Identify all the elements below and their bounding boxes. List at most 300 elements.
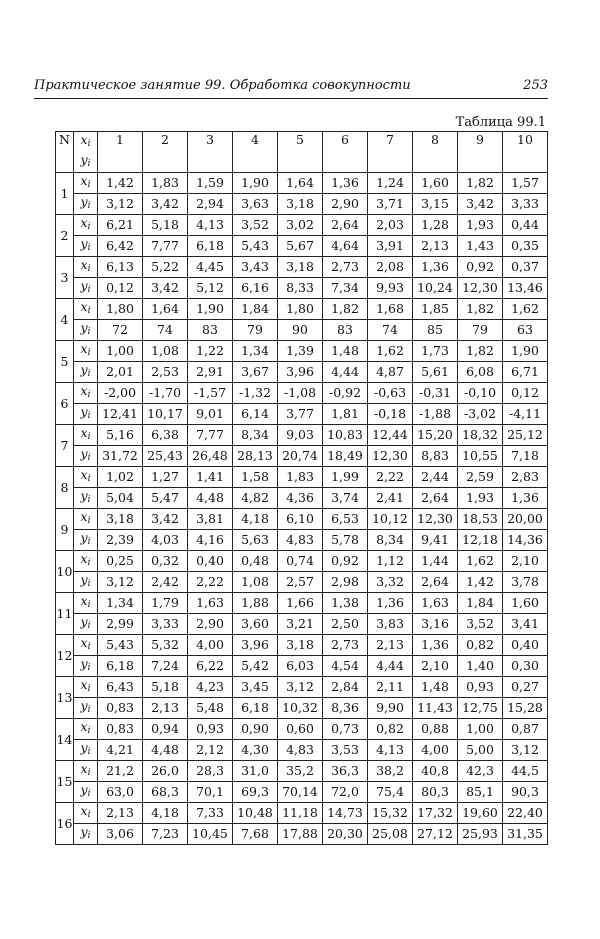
column-header: 3 <box>188 132 233 173</box>
x-value-cell: 17,32 <box>413 803 458 824</box>
y-value-cell: 25,08 <box>368 824 413 845</box>
table-row <box>56 299 548 320</box>
y-value-cell: 6,22 <box>188 656 233 677</box>
table-row <box>56 593 548 614</box>
row-number: 1 <box>56 173 74 215</box>
column-header: 9 <box>458 132 503 173</box>
x-value-cell: 0,87 <box>503 719 548 740</box>
x-value-cell: 10,12 <box>368 509 413 530</box>
y-value-cell: 4,36 <box>278 488 323 509</box>
y-value-cell: 70,1 <box>188 782 233 803</box>
table-row <box>56 194 548 215</box>
x-value-cell: 6,13 <box>98 257 143 278</box>
y-value-cell: 5,48 <box>188 698 233 719</box>
x-value-cell: 0,92 <box>458 257 503 278</box>
x-value-cell: 1,34 <box>98 593 143 614</box>
x-value-cell: 3,43 <box>233 257 278 278</box>
table-row <box>56 698 548 719</box>
row-number: 2 <box>56 215 74 257</box>
column-header: 4 <box>233 132 278 173</box>
x-value-cell: 1,62 <box>458 551 503 572</box>
y-value-cell: 12,41 <box>98 404 143 425</box>
y-value-cell: -0,18 <box>368 404 413 425</box>
x-value-cell: 3,12 <box>278 677 323 698</box>
table-row <box>56 719 548 740</box>
x-label: $x_i$ <box>74 509 98 530</box>
y-value-cell: 3,41 <box>503 614 548 635</box>
y-value-cell: 2,91 <box>188 362 233 383</box>
x-value-cell: 0,90 <box>233 719 278 740</box>
y-value-cell: 1,43 <box>458 236 503 257</box>
y-value-cell: 5,43 <box>233 236 278 257</box>
y-value-cell: 10,55 <box>458 446 503 467</box>
x-value-cell: 1,60 <box>503 593 548 614</box>
x-value-cell: 31,0 <box>233 761 278 782</box>
row-number: 7 <box>56 425 74 467</box>
row-number: 8 <box>56 467 74 509</box>
row-number: 13 <box>56 677 74 719</box>
y-value-cell: 8,33 <box>278 278 323 299</box>
x-value-cell: 2,73 <box>323 635 368 656</box>
table-row <box>56 362 548 383</box>
y-value-cell: 7,24 <box>143 656 188 677</box>
x-value-cell: 0,83 <box>98 719 143 740</box>
x-value-cell: 1,82 <box>458 341 503 362</box>
y-value-cell: 4,44 <box>368 656 413 677</box>
x-value-cell: 3,96 <box>233 635 278 656</box>
x-value-cell: 3,18 <box>278 635 323 656</box>
y-value-cell: 12,30 <box>368 446 413 467</box>
y-value-cell: 5,04 <box>98 488 143 509</box>
x-value-cell: 1,27 <box>143 467 188 488</box>
x-value-cell: 11,18 <box>278 803 323 824</box>
y-value-cell: 1,42 <box>458 572 503 593</box>
table-row <box>56 551 548 572</box>
y-value-cell: 72 <box>98 320 143 341</box>
x-value-cell: 4,23 <box>188 677 233 698</box>
table-row <box>56 488 548 509</box>
column-header: 5 <box>278 132 323 173</box>
y-value-cell: 3,33 <box>503 194 548 215</box>
y-value-cell: 2,94 <box>188 194 233 215</box>
x-value-cell: 3,18 <box>278 257 323 278</box>
x-label: $x_i$ <box>74 341 98 362</box>
y-value-cell: 4,13 <box>368 740 413 761</box>
y-value-cell: 1,08 <box>233 572 278 593</box>
row-number: 15 <box>56 761 74 803</box>
y-value-cell: 4,44 <box>323 362 368 383</box>
table-row <box>56 803 548 824</box>
y-value-cell: 2,13 <box>413 236 458 257</box>
x-value-cell: 3,45 <box>233 677 278 698</box>
y-value-cell: 2,41 <box>368 488 413 509</box>
table-row <box>56 320 548 341</box>
x-value-cell: 3,18 <box>98 509 143 530</box>
x-value-cell: 1,22 <box>188 341 233 362</box>
x-value-cell: 3,42 <box>143 509 188 530</box>
y-value-cell: 0,30 <box>503 656 548 677</box>
x-value-cell: 1,36 <box>413 257 458 278</box>
y-value-cell: 3,63 <box>233 194 278 215</box>
row-number: 11 <box>56 593 74 635</box>
y-value-cell: 25,93 <box>458 824 503 845</box>
y-label: $y_i$ <box>74 698 98 719</box>
y-value-cell: 1,40 <box>458 656 503 677</box>
x-value-cell: 1,88 <box>233 593 278 614</box>
x-value-cell: 6,10 <box>278 509 323 530</box>
table-row <box>56 425 548 446</box>
table-row <box>56 509 548 530</box>
x-value-cell: 8,34 <box>233 425 278 446</box>
y-value-cell: 4,16 <box>188 530 233 551</box>
x-value-cell: 1,84 <box>233 299 278 320</box>
y-value-cell: 70,14 <box>278 782 323 803</box>
y-value-cell: 9,90 <box>368 698 413 719</box>
y-value-cell: 12,75 <box>458 698 503 719</box>
x-value-cell: 2,13 <box>98 803 143 824</box>
y-value-cell: 10,24 <box>413 278 458 299</box>
x-value-cell: 1,83 <box>278 467 323 488</box>
y-value-cell: 7,34 <box>323 278 368 299</box>
data-table <box>55 131 548 845</box>
table-row <box>56 467 548 488</box>
x-value-cell: 0,82 <box>368 719 413 740</box>
y-value-cell: 8,34 <box>368 530 413 551</box>
x-value-cell: 1,99 <box>323 467 368 488</box>
x-value-cell: 0,93 <box>188 719 233 740</box>
y-value-cell: 2,90 <box>188 614 233 635</box>
x-value-cell: 1,44 <box>413 551 458 572</box>
x-value-cell: 10,83 <box>323 425 368 446</box>
table-row <box>56 614 548 635</box>
x-value-cell: 1,02 <box>98 467 143 488</box>
page-number: 253 <box>523 78 548 93</box>
x-value-cell: 1,64 <box>278 173 323 194</box>
x-label: $x_i$ <box>74 677 98 698</box>
y-value-cell: 5,61 <box>413 362 458 383</box>
table-row <box>56 446 548 467</box>
y-value-cell: 1,36 <box>503 488 548 509</box>
x-value-cell: 1,28 <box>413 215 458 236</box>
x-value-cell: 1,66 <box>278 593 323 614</box>
y-value-cell: 2,22 <box>188 572 233 593</box>
x-value-cell: 5,18 <box>143 677 188 698</box>
y-value-cell: 3,42 <box>458 194 503 215</box>
y-value-cell: 63,0 <box>98 782 143 803</box>
row-number: 5 <box>56 341 74 383</box>
y-value-cell: 63 <box>503 320 548 341</box>
y-value-cell: 9,41 <box>413 530 458 551</box>
y-value-cell: 4,00 <box>413 740 458 761</box>
x-value-cell: 5,18 <box>143 215 188 236</box>
x-value-cell: 0,94 <box>143 719 188 740</box>
x-value-cell: 5,32 <box>143 635 188 656</box>
x-value-cell: -1,08 <box>278 383 323 404</box>
x-label: $x_i$ <box>74 551 98 572</box>
y-value-cell: 80,3 <box>413 782 458 803</box>
x-value-cell: 1,42 <box>98 173 143 194</box>
table-body <box>56 132 548 845</box>
table-row <box>56 404 548 425</box>
x-value-cell: 42,3 <box>458 761 503 782</box>
y-label: $y_i$ <box>74 656 98 677</box>
x-value-cell: 1,34 <box>233 341 278 362</box>
x-value-cell: 4,18 <box>143 803 188 824</box>
y-value-cell: 0,35 <box>503 236 548 257</box>
x-value-cell: 15,32 <box>368 803 413 824</box>
x-value-cell: 0,25 <box>98 551 143 572</box>
row-number: 9 <box>56 509 74 551</box>
y-value-cell: -1,88 <box>413 404 458 425</box>
y-value-cell: 4,03 <box>143 530 188 551</box>
x-value-cell: 1,90 <box>188 299 233 320</box>
x-value-cell: 0,12 <box>503 383 548 404</box>
x-value-cell: 26,0 <box>143 761 188 782</box>
y-value-cell: 6,14 <box>233 404 278 425</box>
y-label: $y_i$ <box>74 614 98 635</box>
x-value-cell: -1,57 <box>188 383 233 404</box>
y-value-cell: 3,21 <box>278 614 323 635</box>
x-value-cell: 15,20 <box>413 425 458 446</box>
y-value-cell: 1,81 <box>323 404 368 425</box>
x-value-cell: 5,43 <box>98 635 143 656</box>
x-value-cell: 1,08 <box>143 341 188 362</box>
x-value-cell: 2,44 <box>413 467 458 488</box>
column-header: 7 <box>368 132 413 173</box>
row-number: 10 <box>56 551 74 593</box>
x-value-cell: 1,93 <box>458 215 503 236</box>
table-row <box>56 824 548 845</box>
y-value-cell: 4,83 <box>278 740 323 761</box>
x-value-cell: 2,59 <box>458 467 503 488</box>
y-value-cell: 7,68 <box>233 824 278 845</box>
x-value-cell: 1,73 <box>413 341 458 362</box>
x-value-cell: 2,22 <box>368 467 413 488</box>
y-value-cell: -4,11 <box>503 404 548 425</box>
x-label: $x_i$ <box>74 173 98 194</box>
y-label: $y_i$ <box>74 782 98 803</box>
x-value-cell: 0,32 <box>143 551 188 572</box>
x-value-cell: 1,57 <box>503 173 548 194</box>
x-value-cell: 1,68 <box>368 299 413 320</box>
x-value-cell: 18,32 <box>458 425 503 446</box>
x-value-cell: 0,48 <box>233 551 278 572</box>
y-value-cell: 20,30 <box>323 824 368 845</box>
x-value-cell: 4,18 <box>233 509 278 530</box>
x-value-cell: -0,63 <box>368 383 413 404</box>
x-value-cell: 2,10 <box>503 551 548 572</box>
y-value-cell: 3,42 <box>143 194 188 215</box>
y-label: $y_i$ <box>74 446 98 467</box>
y-value-cell: 12,30 <box>458 278 503 299</box>
x-value-cell: 0,27 <box>503 677 548 698</box>
x-value-cell: 20,00 <box>503 509 548 530</box>
x-value-cell: 1,38 <box>323 593 368 614</box>
x-value-cell: 38,2 <box>368 761 413 782</box>
y-label: $y_i$ <box>74 236 98 257</box>
table-row <box>56 236 548 257</box>
y-value-cell: 12,18 <box>458 530 503 551</box>
table-row <box>56 341 548 362</box>
x-value-cell: 2,83 <box>503 467 548 488</box>
x-value-cell: 40,8 <box>413 761 458 782</box>
y-value-cell: 2,99 <box>98 614 143 635</box>
y-value-cell: 3,32 <box>368 572 413 593</box>
y-value-cell: 9,01 <box>188 404 233 425</box>
table-row <box>56 215 548 236</box>
header-row <box>56 132 548 153</box>
column-header: 1 <box>98 132 143 173</box>
x-label: $x_i$ <box>74 761 98 782</box>
x-value-cell: 35,2 <box>278 761 323 782</box>
x-value-cell: -0,92 <box>323 383 368 404</box>
x-value-cell: -0,10 <box>458 383 503 404</box>
y-value-cell: 74 <box>368 320 413 341</box>
x-value-cell: 7,33 <box>188 803 233 824</box>
y-value-cell: 79 <box>233 320 278 341</box>
x-value-cell: 1,82 <box>458 299 503 320</box>
x-label: $x_i$ <box>74 257 98 278</box>
y-value-cell: 3,77 <box>278 404 323 425</box>
x-label: $x_i$ <box>74 299 98 320</box>
table-caption: Таблица 99.1 <box>455 115 546 130</box>
y-value-cell: -3,02 <box>458 404 503 425</box>
x-value-cell: 0,37 <box>503 257 548 278</box>
x-header: $x_i$ <box>74 132 98 153</box>
x-value-cell: 28,3 <box>188 761 233 782</box>
x-value-cell: 1,00 <box>458 719 503 740</box>
y-value-cell: 13,46 <box>503 278 548 299</box>
y-label: $y_i$ <box>74 740 98 761</box>
table-row <box>56 173 548 194</box>
x-value-cell: 1,90 <box>503 341 548 362</box>
table-row <box>56 572 548 593</box>
x-value-cell: 0,44 <box>503 215 548 236</box>
x-value-cell: -0,31 <box>413 383 458 404</box>
y-value-cell: 5,00 <box>458 740 503 761</box>
running-title: Практическое занятие 99. Обработка совокупности <box>34 78 411 93</box>
x-label: $x_i$ <box>74 803 98 824</box>
y-value-cell: 4,82 <box>233 488 278 509</box>
y-value-cell: 2,10 <box>413 656 458 677</box>
y-value-cell: 3,71 <box>368 194 413 215</box>
x-value-cell: 0,92 <box>323 551 368 572</box>
x-value-cell: 1,90 <box>233 173 278 194</box>
x-value-cell: 1,12 <box>368 551 413 572</box>
table-row <box>56 635 548 656</box>
y-value-cell: 2,39 <box>98 530 143 551</box>
table-row <box>56 383 548 404</box>
y-value-cell: 0,12 <box>98 278 143 299</box>
x-value-cell: -1,70 <box>143 383 188 404</box>
x-value-cell: 1,82 <box>323 299 368 320</box>
y-value-cell: 10,32 <box>278 698 323 719</box>
x-value-cell: 2,11 <box>368 677 413 698</box>
x-value-cell: 2,03 <box>368 215 413 236</box>
y-value-cell: 2,90 <box>323 194 368 215</box>
y-value-cell: 3,83 <box>368 614 413 635</box>
table-row <box>56 740 548 761</box>
x-value-cell: 5,22 <box>143 257 188 278</box>
table-row <box>56 782 548 803</box>
x-value-cell: 6,43 <box>98 677 143 698</box>
y-value-cell: 3,52 <box>458 614 503 635</box>
y-label: $y_i$ <box>74 488 98 509</box>
x-label: $x_i$ <box>74 719 98 740</box>
x-value-cell: 1,64 <box>143 299 188 320</box>
y-value-cell: 90 <box>278 320 323 341</box>
y-value-cell: 83 <box>323 320 368 341</box>
x-value-cell: 9,03 <box>278 425 323 446</box>
x-value-cell: 0,93 <box>458 677 503 698</box>
y-value-cell: 4,54 <box>323 656 368 677</box>
x-value-cell: 1,48 <box>323 341 368 362</box>
y-value-cell: 3,78 <box>503 572 548 593</box>
row-number: 6 <box>56 383 74 425</box>
y-value-cell: 4,48 <box>143 740 188 761</box>
y-label: $y_i$ <box>74 320 98 341</box>
y-value-cell: 2,98 <box>323 572 368 593</box>
y-value-cell: 11,43 <box>413 698 458 719</box>
row-number: 14 <box>56 719 74 761</box>
column-header: 10 <box>503 132 548 173</box>
y-value-cell: 6,18 <box>98 656 143 677</box>
y-label: $y_i$ <box>74 824 98 845</box>
y-label: $y_i$ <box>74 572 98 593</box>
x-value-cell: 2,13 <box>368 635 413 656</box>
table-row <box>56 257 548 278</box>
y-value-cell: 31,35 <box>503 824 548 845</box>
y-label: $y_i$ <box>74 362 98 383</box>
y-label: $y_i$ <box>74 278 98 299</box>
x-label: $x_i$ <box>74 215 98 236</box>
x-value-cell: 25,12 <box>503 425 548 446</box>
x-label: $x_i$ <box>74 467 98 488</box>
y-value-cell: 5,42 <box>233 656 278 677</box>
y-value-cell: 8,36 <box>323 698 368 719</box>
x-value-cell: -2,00 <box>98 383 143 404</box>
x-value-cell: 1,41 <box>188 467 233 488</box>
y-value-cell: 4,30 <box>233 740 278 761</box>
x-value-cell: 1,62 <box>503 299 548 320</box>
y-value-cell: 10,45 <box>188 824 233 845</box>
y-label: $y_i$ <box>74 194 98 215</box>
table-row <box>56 677 548 698</box>
y-value-cell: 3,12 <box>98 194 143 215</box>
x-value-cell: -1,32 <box>233 383 278 404</box>
y-value-cell: 6,71 <box>503 362 548 383</box>
y-value-cell: 2,01 <box>98 362 143 383</box>
table-row <box>56 278 548 299</box>
y-value-cell: 3,60 <box>233 614 278 635</box>
y-value-cell: 3,12 <box>503 740 548 761</box>
row-number: 16 <box>56 803 74 845</box>
y-value-cell: 7,18 <box>503 446 548 467</box>
x-value-cell: 2,08 <box>368 257 413 278</box>
y-value-cell: 4,87 <box>368 362 413 383</box>
y-value-cell: 2,57 <box>278 572 323 593</box>
x-value-cell: 12,44 <box>368 425 413 446</box>
x-value-cell: 4,13 <box>188 215 233 236</box>
x-value-cell: 7,77 <box>188 425 233 446</box>
y-value-cell: 3,53 <box>323 740 368 761</box>
x-value-cell: 0,40 <box>503 635 548 656</box>
y-value-cell: 3,16 <box>413 614 458 635</box>
x-value-cell: 44,5 <box>503 761 548 782</box>
y-value-cell: 2,50 <box>323 614 368 635</box>
x-value-cell: 6,38 <box>143 425 188 446</box>
y-value-cell: 28,13 <box>233 446 278 467</box>
